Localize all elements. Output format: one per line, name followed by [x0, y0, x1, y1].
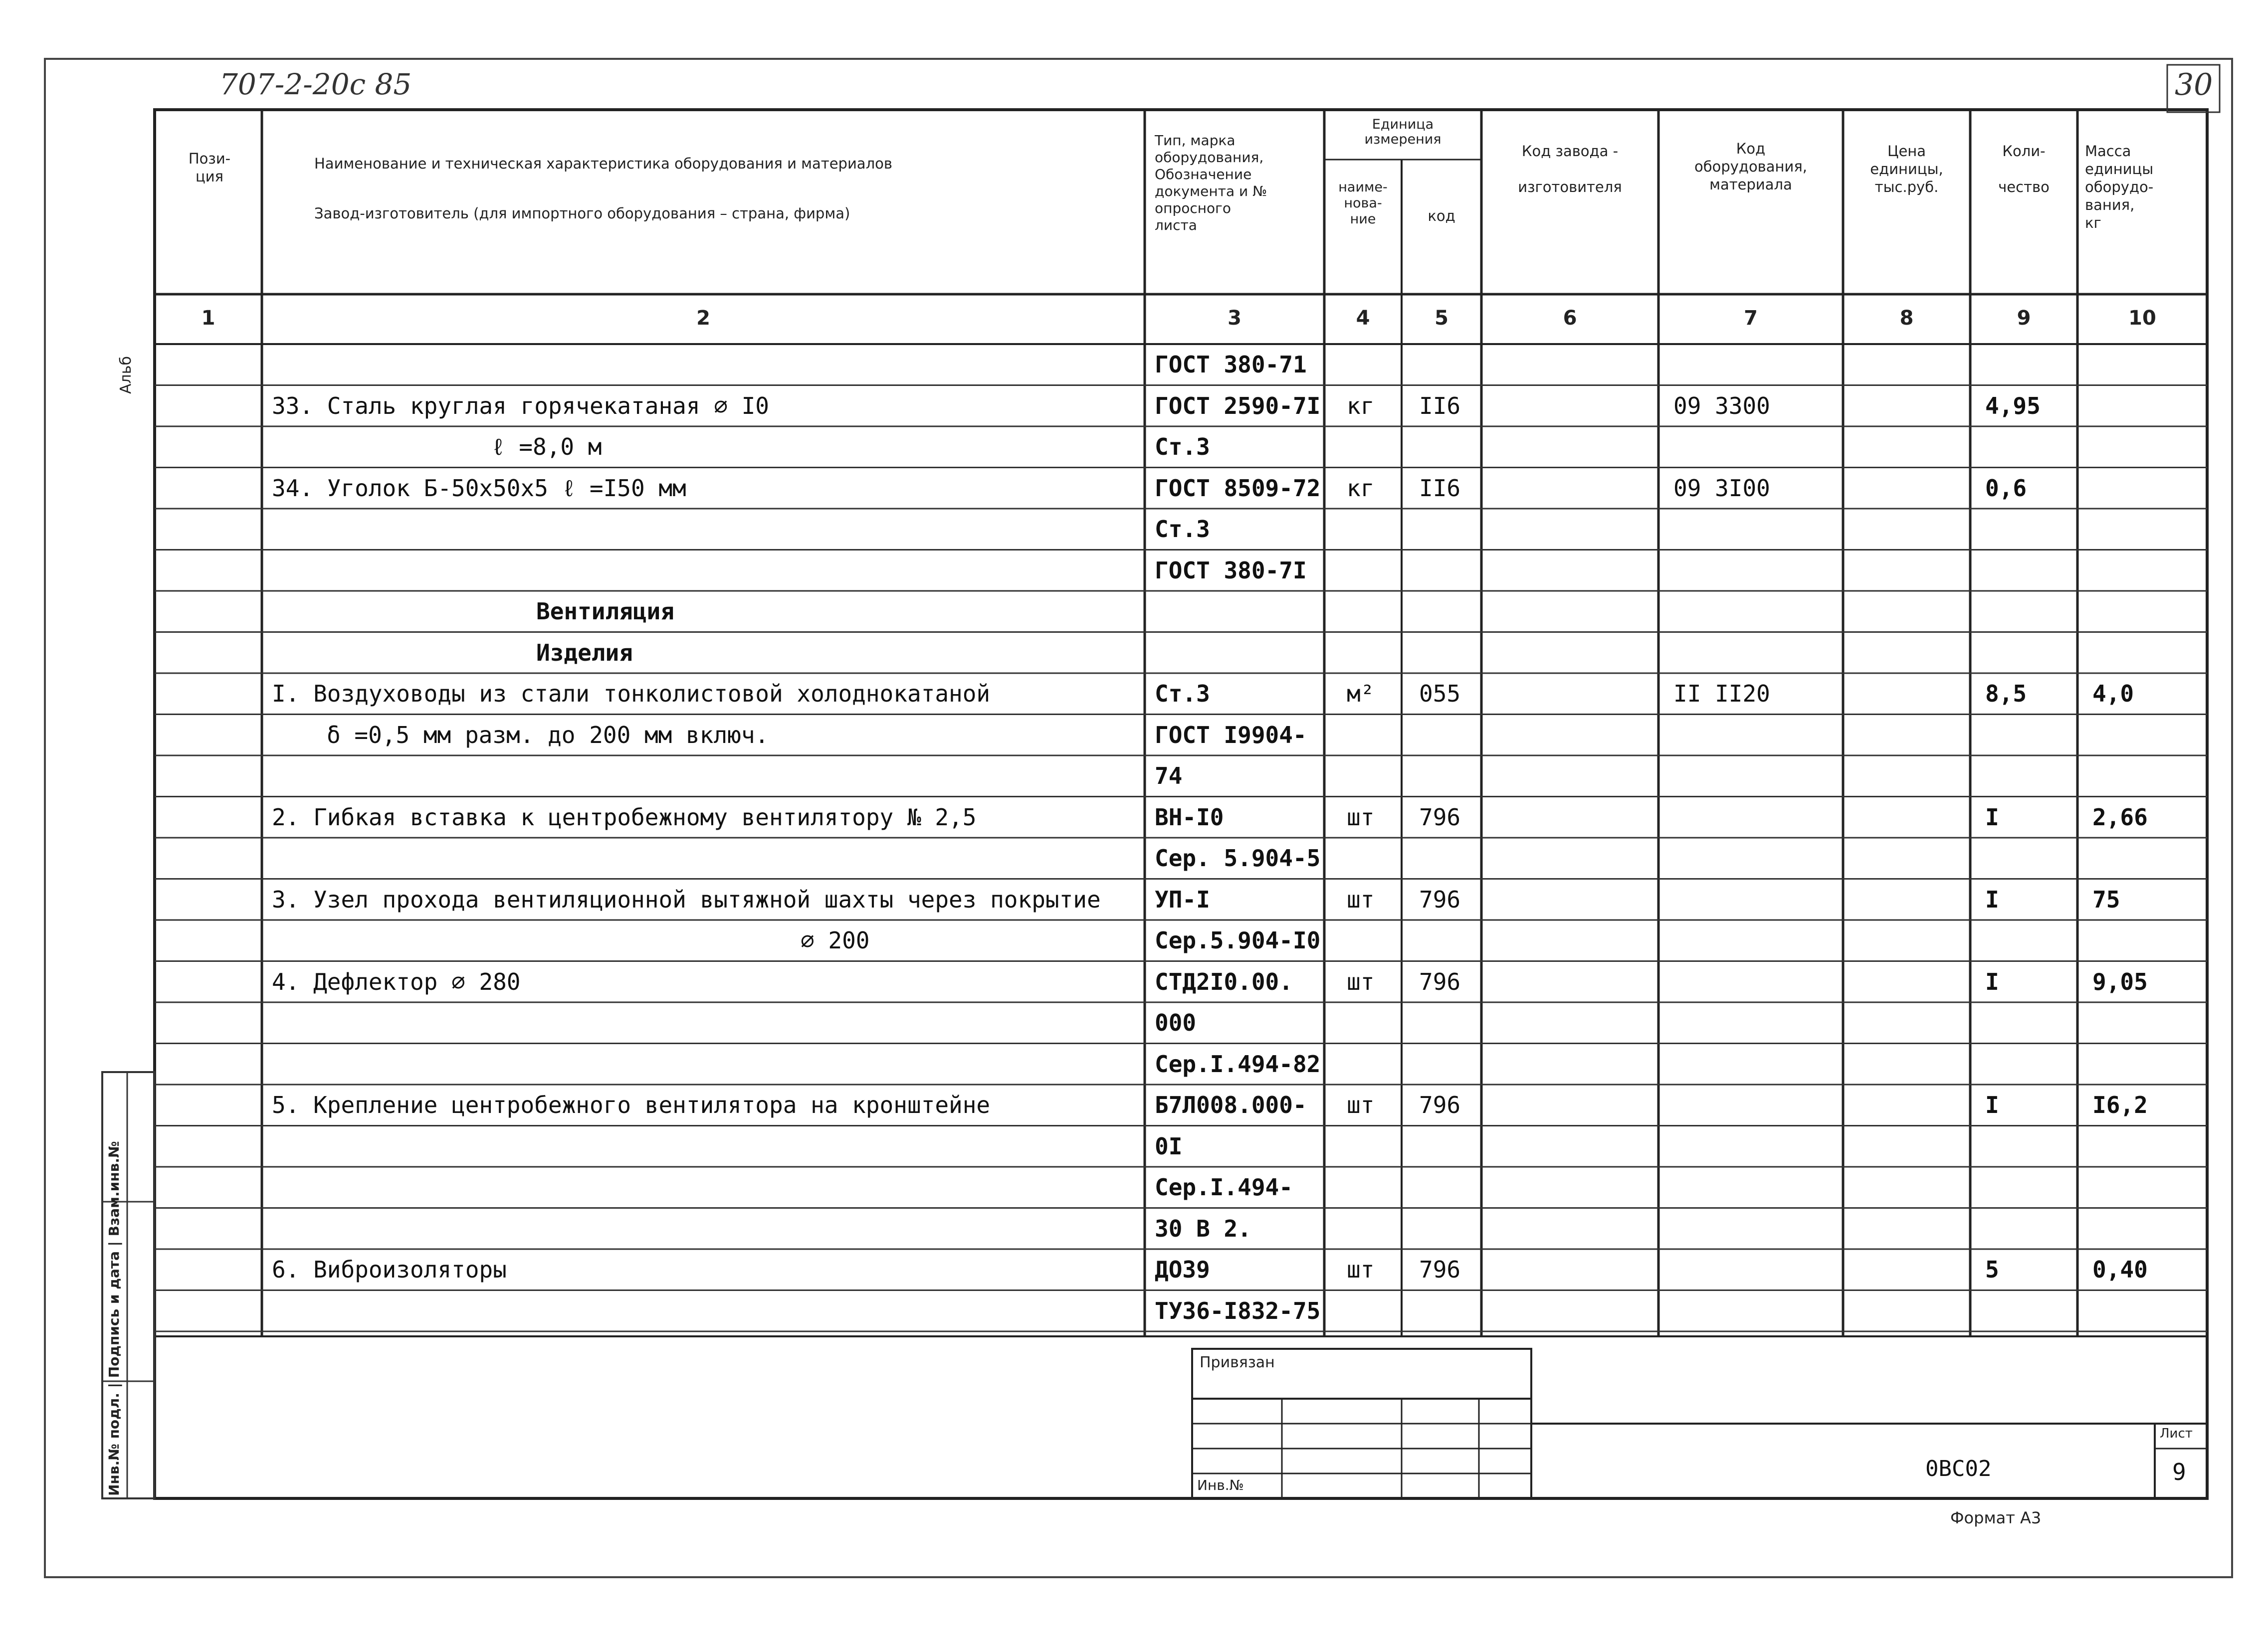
- row-21-type: 30 В 2.: [1155, 1215, 1251, 1242]
- row-13-unit: шт: [1347, 886, 1375, 913]
- row-1-code: II6: [1419, 392, 1461, 419]
- header-name-line2: Завод-изготовитель (для импортного оборудования – страна, фирма): [314, 205, 850, 222]
- row-15-unit: шт: [1347, 968, 1375, 995]
- row-1-unit: кг: [1347, 392, 1375, 419]
- col-number-9: 9: [2017, 307, 2031, 330]
- col-number-2: 2: [696, 307, 710, 330]
- row-9-name: δ =0,5 мм разм. до 200 мм включ.: [327, 721, 769, 748]
- row-1-name: 33. Сталь круглая горячекатаная ∅ I0: [272, 392, 769, 419]
- row-18-qty: I: [1985, 1092, 1999, 1118]
- row-18-type: Б7Л008.000-: [1155, 1092, 1307, 1118]
- project-code: 707-2-20с 85: [219, 67, 412, 101]
- row-20-type: Сер.I.494-: [1155, 1174, 1293, 1201]
- row-12-type: Сер. 5.904-5: [1155, 845, 1321, 872]
- row-15-name: 4. Дефлектор ∅ 280: [272, 968, 521, 995]
- row-18-unit: шт: [1347, 1092, 1375, 1118]
- col-number-8: 8: [1899, 307, 1914, 330]
- row-3-mat: 09 3I00: [1673, 474, 1770, 502]
- row-14-name: ∅ 200: [801, 927, 870, 954]
- row-3-type: ГОСТ 8509-72: [1155, 474, 1321, 502]
- row-11-type: ВН-I0: [1155, 803, 1224, 831]
- row-5-type: ГОСТ 380-7I: [1155, 556, 1307, 584]
- row-11-mass: 2,66: [2092, 803, 2148, 831]
- col-number-3: 3: [1228, 307, 1241, 330]
- header-position: Пози- ция: [188, 150, 231, 185]
- row-11-name: 2. Гибкая вставка к центробежному вентилятору № 2,5: [272, 803, 977, 831]
- row-15-code: 796: [1419, 968, 1461, 995]
- row-4-type: Ст.3: [1155, 516, 1210, 543]
- row-16-type: 000: [1155, 1009, 1197, 1036]
- row-15-qty: I: [1985, 968, 1999, 995]
- row-8-code: 055: [1419, 680, 1461, 707]
- row-1-qty: 4,95: [1985, 392, 2041, 419]
- row-8-type: Ст.3: [1155, 680, 1210, 707]
- row-8-name: I. Воздуховоды из стали тонколистовой холоднокатаной: [272, 680, 991, 707]
- row-22-name: 6. Виброизоляторы: [272, 1256, 507, 1283]
- row-7-name: Изделия: [536, 639, 633, 666]
- header-mass: Масса единицы оборудо- вания, кг: [2085, 143, 2154, 231]
- sheet-number: 9: [2172, 1459, 2186, 1485]
- col-number-6: 6: [1563, 307, 1577, 330]
- header-name-line1: Наименование и техническая характеристика оборудования и материалов: [314, 155, 892, 172]
- row-11-unit: шт: [1347, 803, 1375, 831]
- row-14-type: Сер.5.904-I0: [1155, 927, 1321, 954]
- row-15-type: СТД2I0.00.: [1155, 968, 1293, 995]
- header-unit-code: код: [1428, 207, 1455, 224]
- row-11-code: 796: [1419, 803, 1461, 831]
- row-19-type: 0I: [1155, 1132, 1183, 1160]
- row-8-unit: м²: [1347, 680, 1375, 707]
- side-stamp: Инв.№ подл. | Подпись и дата | Взам.инв.№: [106, 1141, 122, 1496]
- row-18-mass: I6,2: [2092, 1092, 2148, 1118]
- format-label: Формат А3: [1950, 1508, 2042, 1527]
- col-number-5: 5: [1435, 307, 1448, 330]
- header-factory-code: Код завода - изготовителя: [1518, 143, 1622, 195]
- row-22-qty: 5: [1985, 1256, 1999, 1283]
- col-number-10: 10: [2128, 307, 2156, 330]
- header-unit-name: наиме- нова- ние: [1338, 180, 1388, 227]
- row-13-qty: I: [1985, 886, 1999, 913]
- row-13-type: УП-I: [1155, 886, 1210, 913]
- row-22-unit: шт: [1347, 1256, 1375, 1283]
- row-8-mat: II II20: [1673, 680, 1770, 707]
- col-number-4: 4: [1356, 307, 1370, 330]
- header-equipment-code: Код оборудования, материала: [1694, 140, 1808, 193]
- stamp-inventory: Инв.№: [1197, 1477, 1244, 1493]
- row-23-type: ТУ36-I832-75: [1155, 1297, 1321, 1324]
- header-quantity: Коли- чество: [1998, 143, 2050, 195]
- header-unit-group: Единица измерения: [1364, 117, 1442, 147]
- row-8-mass: 4,0: [2092, 680, 2134, 707]
- row-22-type: ДО39: [1155, 1256, 1210, 1283]
- col-number-7: 7: [1744, 307, 1758, 330]
- col-number-1: 1: [201, 307, 215, 330]
- row-22-mass: 0,40: [2092, 1256, 2148, 1283]
- row-11-qty: I: [1985, 803, 1999, 831]
- handwritten-sheet-number: 30: [2175, 67, 2213, 102]
- row-18-name: 5. Крепление центробежного вентилятора на кронштейне: [272, 1092, 991, 1118]
- row-2-type: Ст.3: [1155, 433, 1210, 460]
- row-3-code: II6: [1419, 474, 1461, 502]
- row-1-mat: 09 3300: [1673, 392, 1770, 419]
- document-code: 0ВС02: [1925, 1456, 1992, 1481]
- row-17-type: Сер.I.494-82: [1155, 1050, 1321, 1078]
- row-22-code: 796: [1419, 1256, 1461, 1283]
- row-13-name: 3. Узел прохода вентиляционной вытяжной шахты через покрытие: [272, 886, 1101, 913]
- row-15-mass: 9,05: [2092, 968, 2148, 995]
- stamp-tied: Привязан: [1200, 1354, 1275, 1371]
- row-3-unit: кг: [1347, 474, 1375, 502]
- album-label: Альб: [117, 356, 135, 394]
- row-13-code: 796: [1419, 886, 1461, 913]
- row-6-name: Вентиляция: [536, 598, 674, 625]
- header-type: Тип, марка оборудования, Обозначение документа и № опросного листа: [1155, 132, 1267, 233]
- row-8-qty: 8,5: [1985, 680, 2027, 707]
- row-18-code: 796: [1419, 1092, 1461, 1118]
- row-9-type: ГОСТ I9904-: [1155, 721, 1307, 748]
- row-3-qty: 0,6: [1985, 474, 2027, 502]
- row-10-type: 74: [1155, 762, 1183, 789]
- row-13-mass: 75: [2092, 886, 2120, 913]
- row-3-name: 34. Уголок Б-50х50х5 ℓ =I50 мм: [272, 474, 686, 502]
- sheet-label: Лист: [2160, 1426, 2193, 1441]
- row-0-type: ГОСТ 380-71: [1155, 351, 1307, 378]
- header-price: Цена единицы, тыс.руб.: [1870, 143, 1943, 195]
- row-1-type: ГОСТ 2590-7I: [1155, 392, 1321, 419]
- row-2-name: ℓ =8,0 м: [491, 433, 602, 460]
